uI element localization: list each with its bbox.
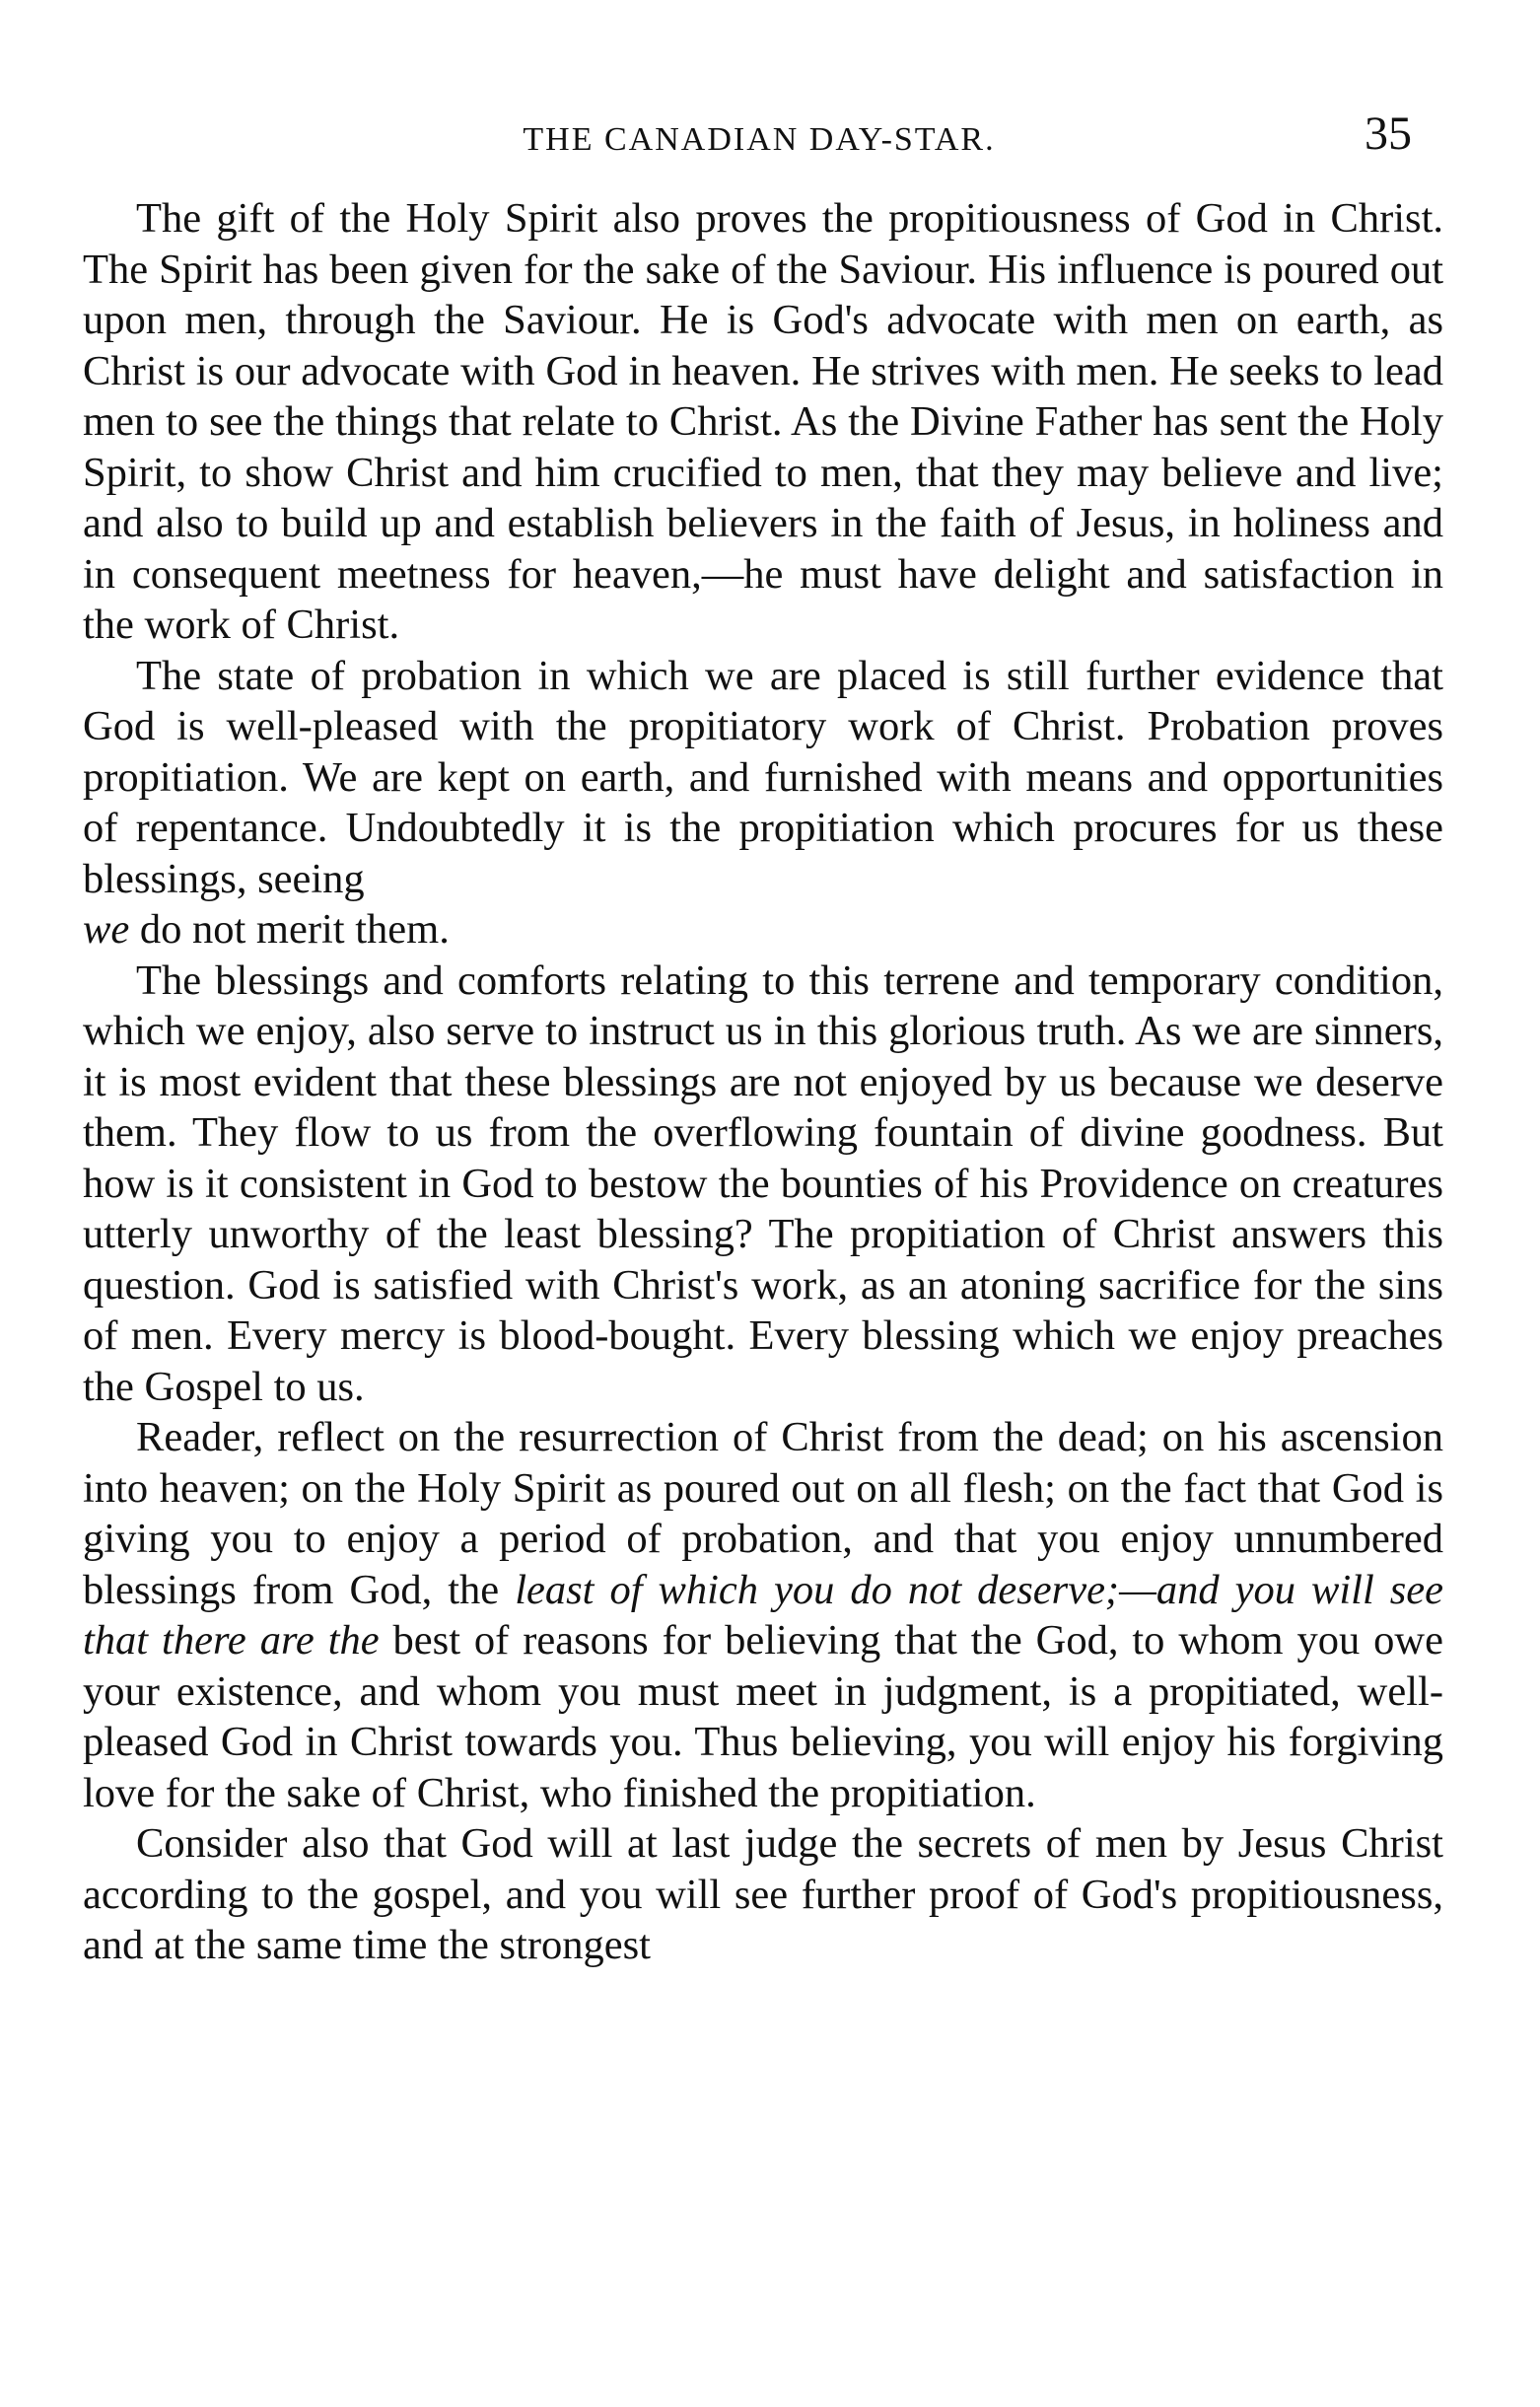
paragraph-text-after: best of reasons for believing that the God, to whom you owe your existence, and whom you must meet in judgment, is a propitiated, well-pleased God in Christ towards you. Thus believing, you will enjoy his forgiving love for the sake of Christ, who finished the propitiation. — [83, 1617, 1443, 1816]
paragraph-text: The state of probation in which we are placed is still further evidence that God is well-pleased with the propitiatory work of Christ. Probation proves propitiation. We are kept on earth, and furnished with means and opportunities of repentance. Undoubtedly it is the propitiation which procures for us these blessings, seeing — [83, 652, 1443, 902]
body-text — [83, 193, 1443, 1971]
paragraph-reader — [83, 1412, 1443, 1818]
paragraph-judgment — [83, 1818, 1443, 1971]
paragraph-text: Consider also that God will at last judge the secrets of men by Jesus Christ according to the gospel, and you will see further proof of God's propitiousness, and at the same time the strongest — [83, 1820, 1443, 1968]
page-number: 35 — [1365, 107, 1412, 160]
paragraph-text-after: do not merit them. — [129, 906, 450, 953]
paragraph-text: Reader, reflect on the resurrection of Christ from the dead; on his ascension into heaven; on the Holy Spirit as poured out on all flesh; on the fact that God is giving you to enjoy a period of probation, and that you enjoy unnumbered blessings from God, the — [83, 1414, 1443, 1613]
running-title: THE CANADIAN DAY-STAR. — [523, 121, 996, 158]
running-head — [79, 107, 1439, 170]
paragraph-text: The blessings and comforts relating to this terrene and temporary condition, which we enjoy, also serve to instruct us in this glorious truth. As we are sinners, it is most evident that these blessings are not enjoyed by us because we deserve them. They flow to us from the overflowing fountain of divine goodness. But how is it consistent in God to bestow the bounties of his Providence on creatures utterly unworthy of the least blessing? The propitiation of Christ answers this question. God is satisfied with Christ's work, as an atoning sacrifice for the sins of men. Every mercy is blood-bought. Every blessing which we enjoy preaches the Gospel to us. — [83, 956, 1443, 1410]
italic-emphasis: least of which you do not deserve;—and you will see that there are the — [83, 1566, 1444, 1664]
paragraph-probation — [83, 651, 1443, 956]
italic-emphasis: we — [83, 906, 130, 953]
paragraph-blessings — [83, 956, 1443, 1413]
paragraph-holy-spirit — [83, 193, 1443, 651]
paragraph-text: The gift of the Holy Spirit also proves the propitiousness of God in Christ. The Spirit has been given for the sake of the Saviour. His influence is poured out upon men, through the Saviour. He is God's advocate with men on earth, as Christ is our advocate with God in heaven. He strives with men. He seeks to lead men to see the things that relate to Christ. As the Divine Father has sent the Holy Spirit, to show Christ and him crucified to men, that they may believe and live; and also to build up and establish believers in the faith of Jesus, in holiness and in consequent meetness for heaven,—he must have delight and satisfaction in the work of Christ. — [83, 195, 1443, 648]
